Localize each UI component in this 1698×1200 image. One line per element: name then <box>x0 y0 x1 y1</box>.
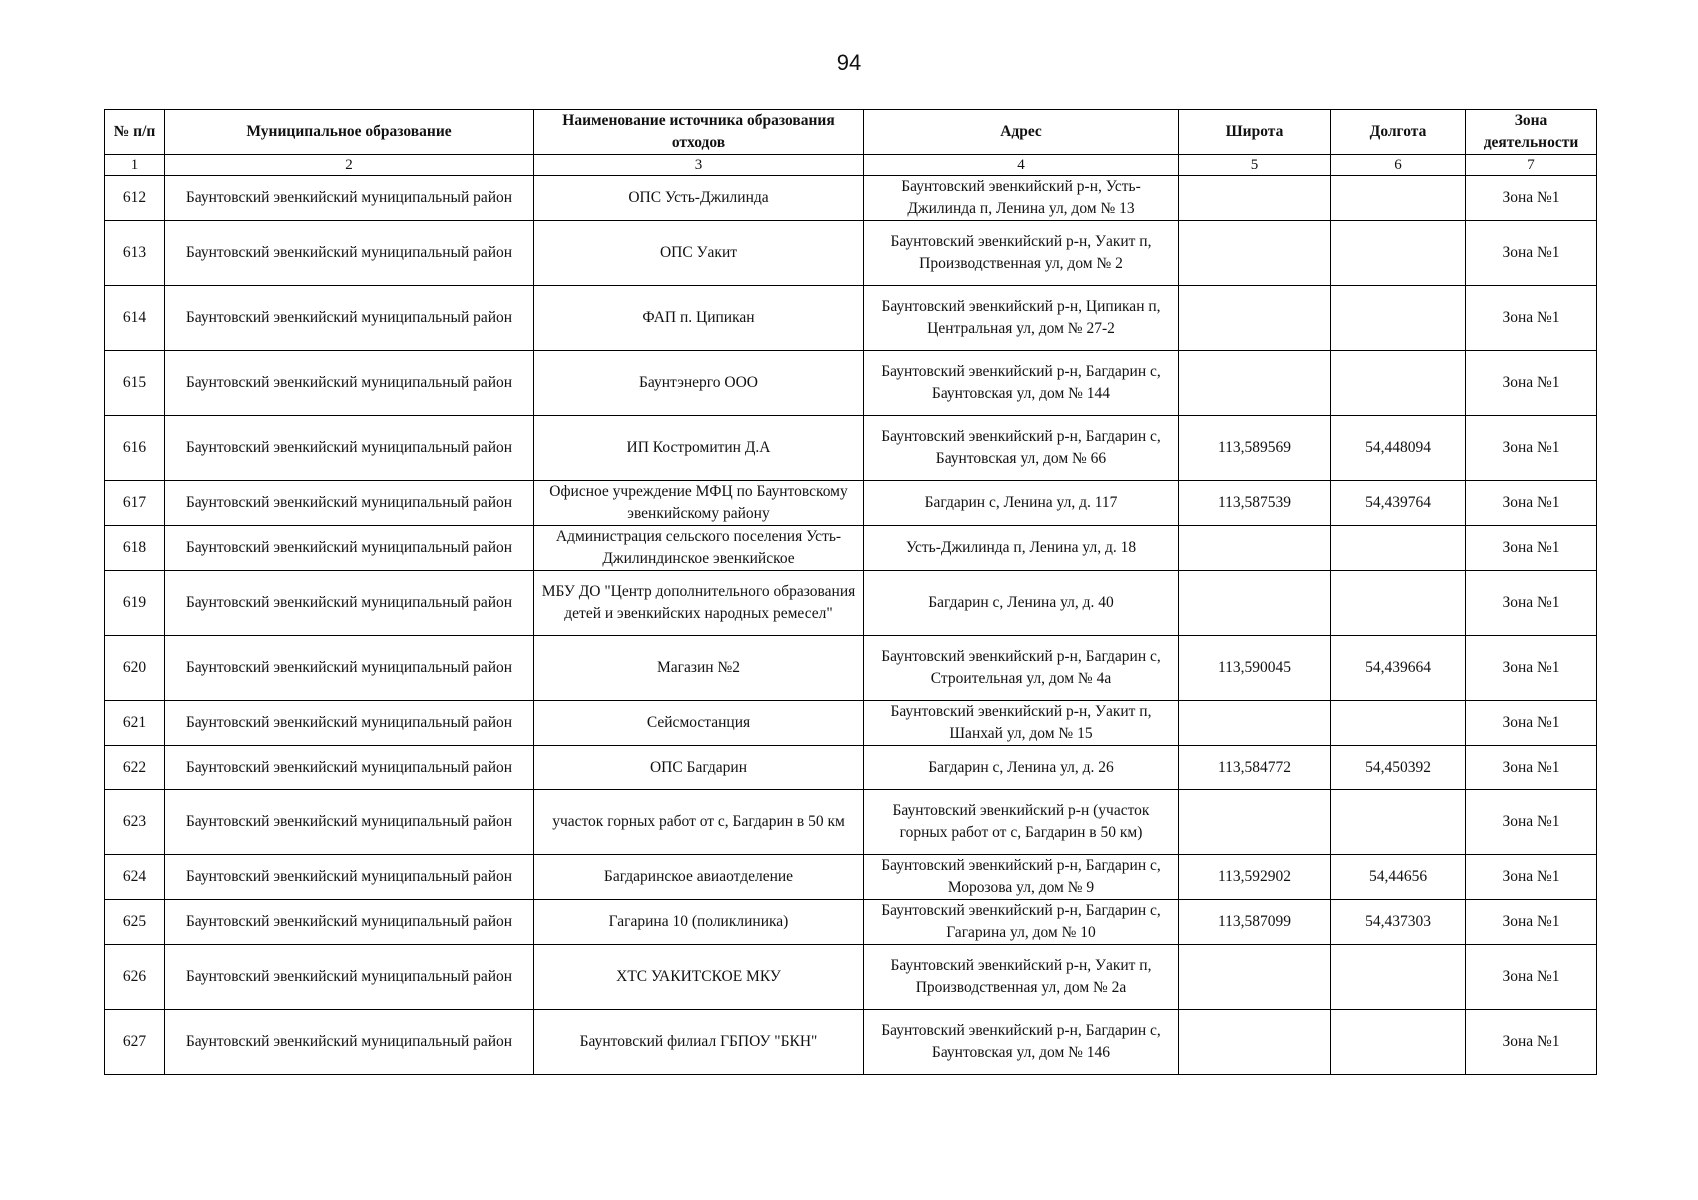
cell-longitude <box>1331 286 1466 351</box>
cell-municipality: Баунтовский эвенкийский муниципальный район <box>165 526 534 571</box>
cell-zone: Зона №1 <box>1466 481 1597 526</box>
cell-num: 627 <box>105 1010 165 1075</box>
cell-zone: Зона №1 <box>1466 746 1597 790</box>
waste-sources-table <box>104 109 1597 1075</box>
cell-num: 613 <box>105 221 165 286</box>
cell-longitude: 54,44656 <box>1331 855 1466 900</box>
cell-zone: Зона №1 <box>1466 855 1597 900</box>
table-row <box>105 900 1597 945</box>
cell-address: Баунтовский эвенкийский р-н (участок горных работ от с, Багдарин в 50 км) <box>864 790 1179 855</box>
cell-municipality: Баунтовский эвенкийский муниципальный район <box>165 416 534 481</box>
table-row <box>105 416 1597 481</box>
cell-address: Баунтовский эвенкийский р-н, Уакит п, Производственная ул, дом № 2 <box>864 221 1179 286</box>
table-row <box>105 855 1597 900</box>
cell-zone: Зона №1 <box>1466 1010 1597 1075</box>
column-number: 5 <box>1179 155 1331 176</box>
cell-source: Офисное учреждение МФЦ по Баунтовскому эвенкийскому району <box>534 481 864 526</box>
header-cell-longitude: Долгота <box>1331 110 1466 155</box>
cell-latitude: 113,592902 <box>1179 855 1331 900</box>
cell-latitude <box>1179 571 1331 636</box>
cell-longitude <box>1331 701 1466 746</box>
table-row <box>105 176 1597 221</box>
cell-address: Баунтовский эвенкийский р-н, Ципикан п, Центральная ул, дом № 27-2 <box>864 286 1179 351</box>
table-row <box>105 286 1597 351</box>
table-row <box>105 945 1597 1010</box>
cell-address: Усть-Джилинда п, Ленина ул, д. 18 <box>864 526 1179 571</box>
cell-num: 623 <box>105 790 165 855</box>
cell-source: Гагарина 10 (поликлиника) <box>534 900 864 945</box>
cell-zone: Зона №1 <box>1466 221 1597 286</box>
cell-longitude <box>1331 221 1466 286</box>
cell-num: 612 <box>105 176 165 221</box>
cell-longitude <box>1331 351 1466 416</box>
header-cell-num: № п/п <box>105 110 165 155</box>
cell-longitude: 54,437303 <box>1331 900 1466 945</box>
table-row <box>105 1010 1597 1075</box>
cell-zone: Зона №1 <box>1466 526 1597 571</box>
cell-zone: Зона №1 <box>1466 636 1597 701</box>
cell-zone: Зона №1 <box>1466 900 1597 945</box>
cell-num: 617 <box>105 481 165 526</box>
cell-address: Багдарин с, Ленина ул, д. 40 <box>864 571 1179 636</box>
table-row <box>105 571 1597 636</box>
cell-longitude <box>1331 945 1466 1010</box>
table-row <box>105 636 1597 701</box>
cell-num: 624 <box>105 855 165 900</box>
cell-longitude <box>1331 1010 1466 1075</box>
cell-source: Багдаринское авиаотделение <box>534 855 864 900</box>
cell-latitude: 113,587099 <box>1179 900 1331 945</box>
cell-address: Баунтовский эвенкийский р-н, Усть-Джилинда п, Ленина ул, дом № 13 <box>864 176 1179 221</box>
cell-longitude <box>1331 526 1466 571</box>
cell-zone: Зона №1 <box>1466 945 1597 1010</box>
cell-address: Баунтовский эвенкийский р-н, Багдарин с, Морозова ул, дом № 9 <box>864 855 1179 900</box>
cell-address: Баунтовский эвенкийский р-н, Багдарин с, Гагарина ул, дом № 10 <box>864 900 1179 945</box>
cell-municipality: Баунтовский эвенкийский муниципальный район <box>165 571 534 636</box>
cell-municipality: Баунтовский эвенкийский муниципальный район <box>165 351 534 416</box>
header-cell-latitude: Широта <box>1179 110 1331 155</box>
cell-latitude <box>1179 351 1331 416</box>
cell-source: Администрация сельского поселения Усть-Джилиндинское эвенкийское <box>534 526 864 571</box>
cell-municipality: Баунтовский эвенкийский муниципальный район <box>165 481 534 526</box>
cell-num: 621 <box>105 701 165 746</box>
cell-num: 618 <box>105 526 165 571</box>
column-number: 6 <box>1331 155 1466 176</box>
cell-latitude <box>1179 221 1331 286</box>
cell-zone: Зона №1 <box>1466 701 1597 746</box>
cell-zone: Зона №1 <box>1466 176 1597 221</box>
column-number: 4 <box>864 155 1179 176</box>
cell-longitude: 54,439764 <box>1331 481 1466 526</box>
column-number-row <box>105 155 1597 176</box>
cell-address: Баунтовский эвенкийский р-н, Багдарин с, Строительная ул, дом № 4а <box>864 636 1179 701</box>
cell-num: 622 <box>105 746 165 790</box>
cell-source: ОПС Уакит <box>534 221 864 286</box>
cell-num: 619 <box>105 571 165 636</box>
cell-source: Баунтовский филиал ГБПОУ "БКН" <box>534 1010 864 1075</box>
cell-num: 615 <box>105 351 165 416</box>
header-cell-source: Наименование источника образования отходов <box>534 110 864 155</box>
page-number: 94 <box>836 50 862 75</box>
header-row <box>105 110 1597 155</box>
cell-municipality: Баунтовский эвенкийский муниципальный район <box>165 636 534 701</box>
cell-source: Сейсмостанция <box>534 701 864 746</box>
cell-source: ФАП п. Ципикан <box>534 286 864 351</box>
header-cell-municipality: Муниципальное образование <box>165 110 534 155</box>
cell-source: Магазин №2 <box>534 636 864 701</box>
header-cell-zone: Зона деятельности <box>1466 110 1597 155</box>
cell-latitude: 113,587539 <box>1179 481 1331 526</box>
cell-longitude: 54,450392 <box>1331 746 1466 790</box>
table-row <box>105 526 1597 571</box>
cell-address: Баунтовский эвенкийский р-н, Багдарин с, Баунтовская ул, дом № 66 <box>864 416 1179 481</box>
cell-municipality: Баунтовский эвенкийский муниципальный район <box>165 701 534 746</box>
column-number: 3 <box>534 155 864 176</box>
cell-zone: Зона №1 <box>1466 416 1597 481</box>
column-number: 7 <box>1466 155 1597 176</box>
cell-municipality: Баунтовский эвенкийский муниципальный район <box>165 221 534 286</box>
cell-latitude <box>1179 701 1331 746</box>
cell-municipality: Баунтовский эвенкийский муниципальный район <box>165 176 534 221</box>
cell-longitude <box>1331 790 1466 855</box>
cell-source: ИП Костромитин Д.А <box>534 416 864 481</box>
cell-longitude: 54,448094 <box>1331 416 1466 481</box>
cell-municipality: Баунтовский эвенкийский муниципальный район <box>165 945 534 1010</box>
cell-address: Багдарин с, Ленина ул, д. 117 <box>864 481 1179 526</box>
table-row <box>105 351 1597 416</box>
cell-zone: Зона №1 <box>1466 790 1597 855</box>
cell-municipality: Баунтовский эвенкийский муниципальный район <box>165 855 534 900</box>
cell-num: 614 <box>105 286 165 351</box>
cell-latitude <box>1179 176 1331 221</box>
cell-source: ОПС Усть-Джилинда <box>534 176 864 221</box>
cell-source: участок горных работ от с, Багдарин в 50 км <box>534 790 864 855</box>
cell-address: Баунтовский эвенкийский р-н, Уакит п, Шанхай ул, дом № 15 <box>864 701 1179 746</box>
cell-municipality: Баунтовский эвенкийский муниципальный район <box>165 286 534 351</box>
cell-municipality: Баунтовский эвенкийский муниципальный район <box>165 790 534 855</box>
table-row <box>105 790 1597 855</box>
table-row <box>105 746 1597 790</box>
cell-municipality: Баунтовский эвенкийский муниципальный район <box>165 1010 534 1075</box>
cell-source: МБУ ДО "Центр дополнительного образования детей и эвенкийских народных ремесел" <box>534 571 864 636</box>
cell-latitude <box>1179 945 1331 1010</box>
column-number: 1 <box>105 155 165 176</box>
cell-zone: Зона №1 <box>1466 286 1597 351</box>
cell-num: 625 <box>105 900 165 945</box>
header-cell-address: Адрес <box>864 110 1179 155</box>
cell-num: 620 <box>105 636 165 701</box>
cell-source: ОПС Багдарин <box>534 746 864 790</box>
cell-address: Багдарин с, Ленина ул, д. 26 <box>864 746 1179 790</box>
table-row <box>105 221 1597 286</box>
cell-longitude <box>1331 176 1466 221</box>
cell-address: Баунтовский эвенкийский р-н, Багдарин с, Баунтовская ул, дом № 144 <box>864 351 1179 416</box>
cell-latitude: 113,584772 <box>1179 746 1331 790</box>
cell-latitude <box>1179 790 1331 855</box>
cell-source: Баунтэнерго ООО <box>534 351 864 416</box>
cell-latitude <box>1179 1010 1331 1075</box>
cell-longitude: 54,439664 <box>1331 636 1466 701</box>
cell-latitude: 113,590045 <box>1179 636 1331 701</box>
cell-municipality: Баунтовский эвенкийский муниципальный район <box>165 900 534 945</box>
cell-num: 616 <box>105 416 165 481</box>
table-row <box>105 481 1597 526</box>
cell-longitude <box>1331 571 1466 636</box>
cell-address: Баунтовский эвенкийский р-н, Уакит п, Производственная ул, дом № 2а <box>864 945 1179 1010</box>
cell-zone: Зона №1 <box>1466 571 1597 636</box>
cell-zone: Зона №1 <box>1466 351 1597 416</box>
cell-address: Баунтовский эвенкийский р-н, Багдарин с, Баунтовская ул, дом № 146 <box>864 1010 1179 1075</box>
cell-latitude <box>1179 286 1331 351</box>
cell-latitude: 113,589569 <box>1179 416 1331 481</box>
cell-municipality: Баунтовский эвенкийский муниципальный район <box>165 746 534 790</box>
cell-latitude <box>1179 526 1331 571</box>
cell-source: ХТС УАКИТСКОЕ МКУ <box>534 945 864 1010</box>
table-row <box>105 701 1597 746</box>
cell-num: 626 <box>105 945 165 1010</box>
column-number: 2 <box>165 155 534 176</box>
